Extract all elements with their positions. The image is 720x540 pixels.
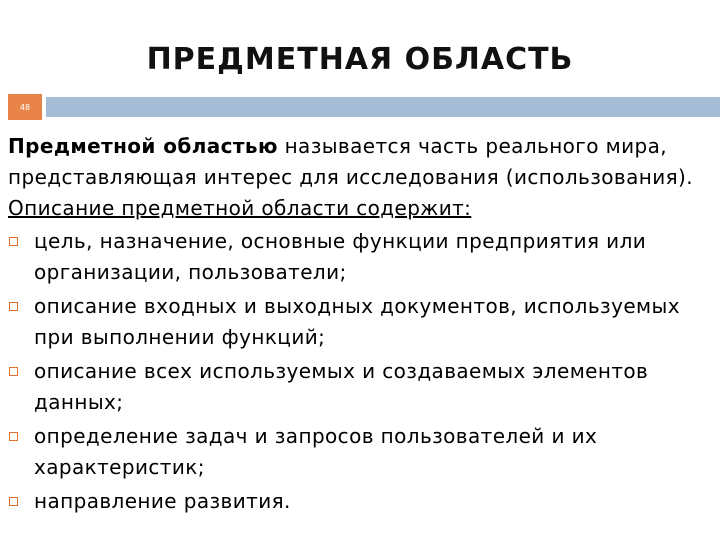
description-list: [8, 226, 708, 517]
list-item: [8, 291, 708, 353]
description-heading: Описание предметной области содержит:: [8, 196, 472, 220]
square-bullet-icon: [9, 302, 18, 311]
slide-number-badge: 48: [8, 94, 42, 120]
definition-term: Предметной областью: [8, 134, 278, 158]
list-item-text: определение задач и запросов пользователей и их характеристик;: [34, 424, 598, 479]
list-item-text: описание всех используемых и создаваемых элементов данных;: [34, 359, 649, 414]
definition-text: называется часть реального мира, представляющая интерес для исследования (использования).: [8, 134, 694, 189]
list-item: [8, 421, 708, 483]
definition-paragraph: [8, 131, 708, 193]
square-bullet-icon: [9, 497, 18, 506]
square-bullet-icon: [9, 237, 18, 246]
list-item-text: цель, назначение, основные функции предприятия или организации, пользователи;: [34, 229, 647, 284]
square-bullet-icon: [9, 432, 18, 441]
list-item-text: описание входных и выходных документов, используемых при выполнении функций;: [34, 294, 680, 349]
list-item-text: направление развития.: [34, 489, 291, 513]
list-item: [8, 226, 708, 288]
list-item: [8, 356, 708, 418]
list-item: [8, 486, 708, 517]
slide-title: ПРЕДМЕТНАЯ ОБЛАСТЬ: [146, 42, 574, 77]
header-bar: [46, 97, 720, 117]
square-bullet-icon: [9, 367, 18, 376]
slide-content: [8, 131, 708, 520]
